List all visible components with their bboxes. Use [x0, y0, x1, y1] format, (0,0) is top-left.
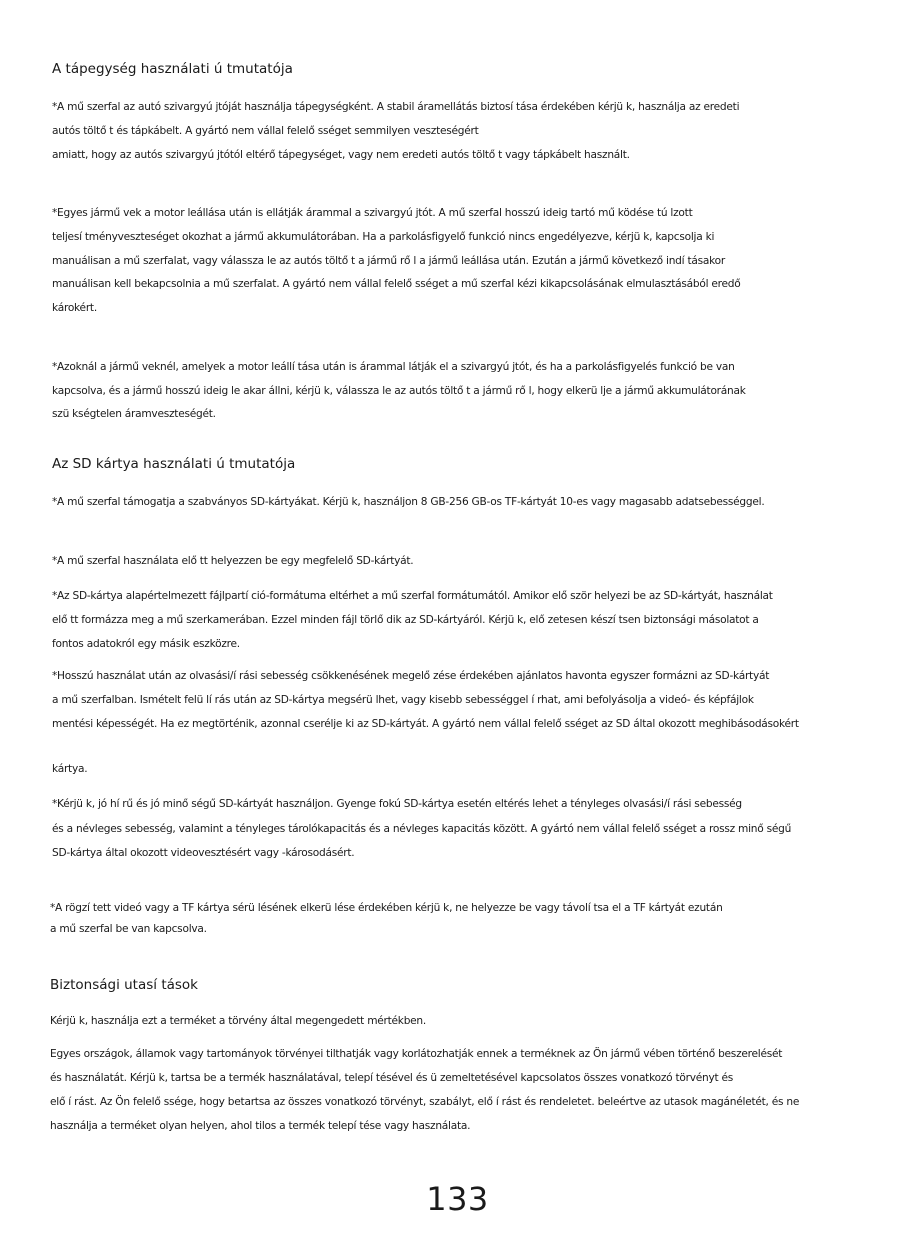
- power-p2-line-5: károkért.: [52, 302, 97, 314]
- power-p1-line-2: autós töltő t és tápkábelt. A gyártó nem vállal felelő sséget semmilyen veszteségért: [52, 125, 479, 137]
- power-p3-line-2: kapcsolva, és a jármű hosszú ideig le akar állni, kérjü k, válassza le az autós töltő t a jármű rő l, hogy elkerü lje a jármű akkumulátorának: [52, 385, 746, 397]
- sd-p4-tail: kártya.: [52, 763, 88, 775]
- sd-p3-line-1: *Az SD-kártya alapértelmezett fájlpartí ció-formátuma eltérhet a mű szerfal formátumától. Amikor elő ször helyezi be az SD-kártyát, használat: [52, 590, 773, 602]
- sd-p6-line-2: a mű szerfal be van kapcsolva.: [50, 923, 207, 935]
- power-p1-line-3: amiatt, hogy az autós szivargyú jtótól eltérő tápegységet, vagy nem eredeti autós töltő t vagy tápkábelt használt.: [52, 149, 630, 161]
- power-p2-line-3: manuálisan a mű szerfalat, vagy válassza le az autós töltő t a jármű rő l a jármű leállása után. Ezután a jármű következő indí tásakor: [52, 255, 725, 267]
- sd-p1-line-1: *A mű szerfal támogatja a szabványos SD-kártyákat. Kérjü k, használjon 8 GB-256 GB-os TF-kártyát 10-es vagy magasabb adatsebességgel.: [52, 496, 765, 508]
- power-p2-line-1: *Egyes jármű vek a motor leállása után is ellátják árammal a szivargyú jtót. A mű szerfal hosszú ideig tartó mű ködése tú lzott: [52, 207, 693, 219]
- power-p2-line-2: teljesí tményveszteséget okozhat a jármű akkumulátorában. Ha a parkolásfigyelő funkció nincs engedélyezve, kérjü k, kapcsolja ki: [52, 231, 715, 243]
- sd-p3-line-3: fontos adatokról egy másik eszközre.: [52, 638, 240, 650]
- safety-p2-line-2: és használatát. Kérjü k, tartsa be a termék használatával, telepí tésével és ü zemeltetésével kapcsolatos összes vonatkozó törvényt és: [50, 1072, 734, 1084]
- safety-p2-line-3: elő í rást. Az Ön felelő ssége, hogy betartsa az összes vonatkozó törvényt, szabályt, elő í rást és rendeletet. beleértve az utasok magánéletét, és ne: [50, 1096, 800, 1108]
- safety-p2-line-1: Egyes országok, államok vagy tartományok törvényei tilthatják vagy korlátozhatják ennek a terméknek az Ön jármű vében történő beszerelését: [50, 1048, 783, 1060]
- page-number: 133: [426, 1180, 489, 1218]
- power-p3-line-3: szü kségtelen áramveszteségét.: [52, 408, 216, 420]
- sd-p4-line-1: *Hosszú használat után az olvasási/í rási sebesség csökkenésének megelő zése érdekében ajánlatos havonta egyszer formázni az SD-kártyát: [52, 670, 770, 682]
- sd-p5-line-2: és a névleges sebesség, valamint a tényleges tárolókapacitás és a névleges kapacitás között. A gyártó nem vállal felelő sséget a rossz minő ségű: [52, 823, 792, 835]
- sd-p4-line-3: mentési képességét. Ha ez megtörténik, azonnal cserélje ki az SD-kártyát. A gyártó nem vállal felelő sséget az SD által okozott meghibásodásokért: [52, 718, 799, 730]
- section-heading-power: A tápegység használati ú tmutatója: [52, 61, 293, 77]
- safety-p2-line-4: használja a terméket olyan helyen, ahol tilos a termék telepí tése vagy használata.: [50, 1120, 471, 1132]
- power-p1-line-1: *A mű szerfal az autó szivargyú jtóját használja tápegységként. A stabil áramellátás biztosí tása érdekében kérjü k, használja az eredeti: [52, 101, 740, 113]
- sd-p5-line-3: SD-kártya által okozott videovesztésért vagy -károsodásért.: [52, 847, 355, 859]
- sd-p5-line-1: *Kérjü k, jó hí rű és jó minő ségű SD-kártyát használjon. Gyenge fokú SD-kártya esetén eltérés lehet a tényleges olvasási/í rási sebesség: [52, 798, 742, 810]
- section-heading-safety: Biztonsági utasí tások: [50, 977, 198, 993]
- sd-p2-line-1: *A mű szerfal használata elő tt helyezzen be egy megfelelő SD-kártyát.: [52, 555, 414, 567]
- section-heading-sd: Az SD kártya használati ú tmutatója: [52, 456, 296, 472]
- sd-p6-line-1: *A rögzí tett videó vagy a TF kártya sérü lésének elkerü lése érdekében kérjü k, ne helyezze be vagy távolí tsa el a TF kártyát ezután: [50, 902, 723, 914]
- power-p3-line-1: *Azoknál a jármű veknél, amelyek a motor leállí tása után is árammal látják el a szivargyú jtót, és ha a parkolásfigyelés funkció be van: [52, 361, 735, 373]
- sd-p3-line-2: elő tt formázza meg a mű szerkamerában. Ezzel minden fájl törlő dik az SD-kártyáról. Kérjü k, elő zetesen készí tsen biztonsági másolatot a: [52, 614, 759, 626]
- power-p2-line-4: manuálisan kell bekapcsolnia a mű szerfalat. A gyártó nem vállal felelő sséget a mű szerfal kézi kikapcsolásának elmulasztásából eredő: [52, 278, 741, 290]
- sd-p4-line-2: a mű szerfalban. Ismételt felü lí rás után az SD-kártya megsérü lhet, vagy kisebb sebességgel í rhat, ami befolyásolja a videó- és képfájlok: [52, 694, 754, 706]
- safety-p1-line-1: Kérjü k, használja ezt a terméket a törvény által megengedett mértékben.: [50, 1015, 427, 1027]
